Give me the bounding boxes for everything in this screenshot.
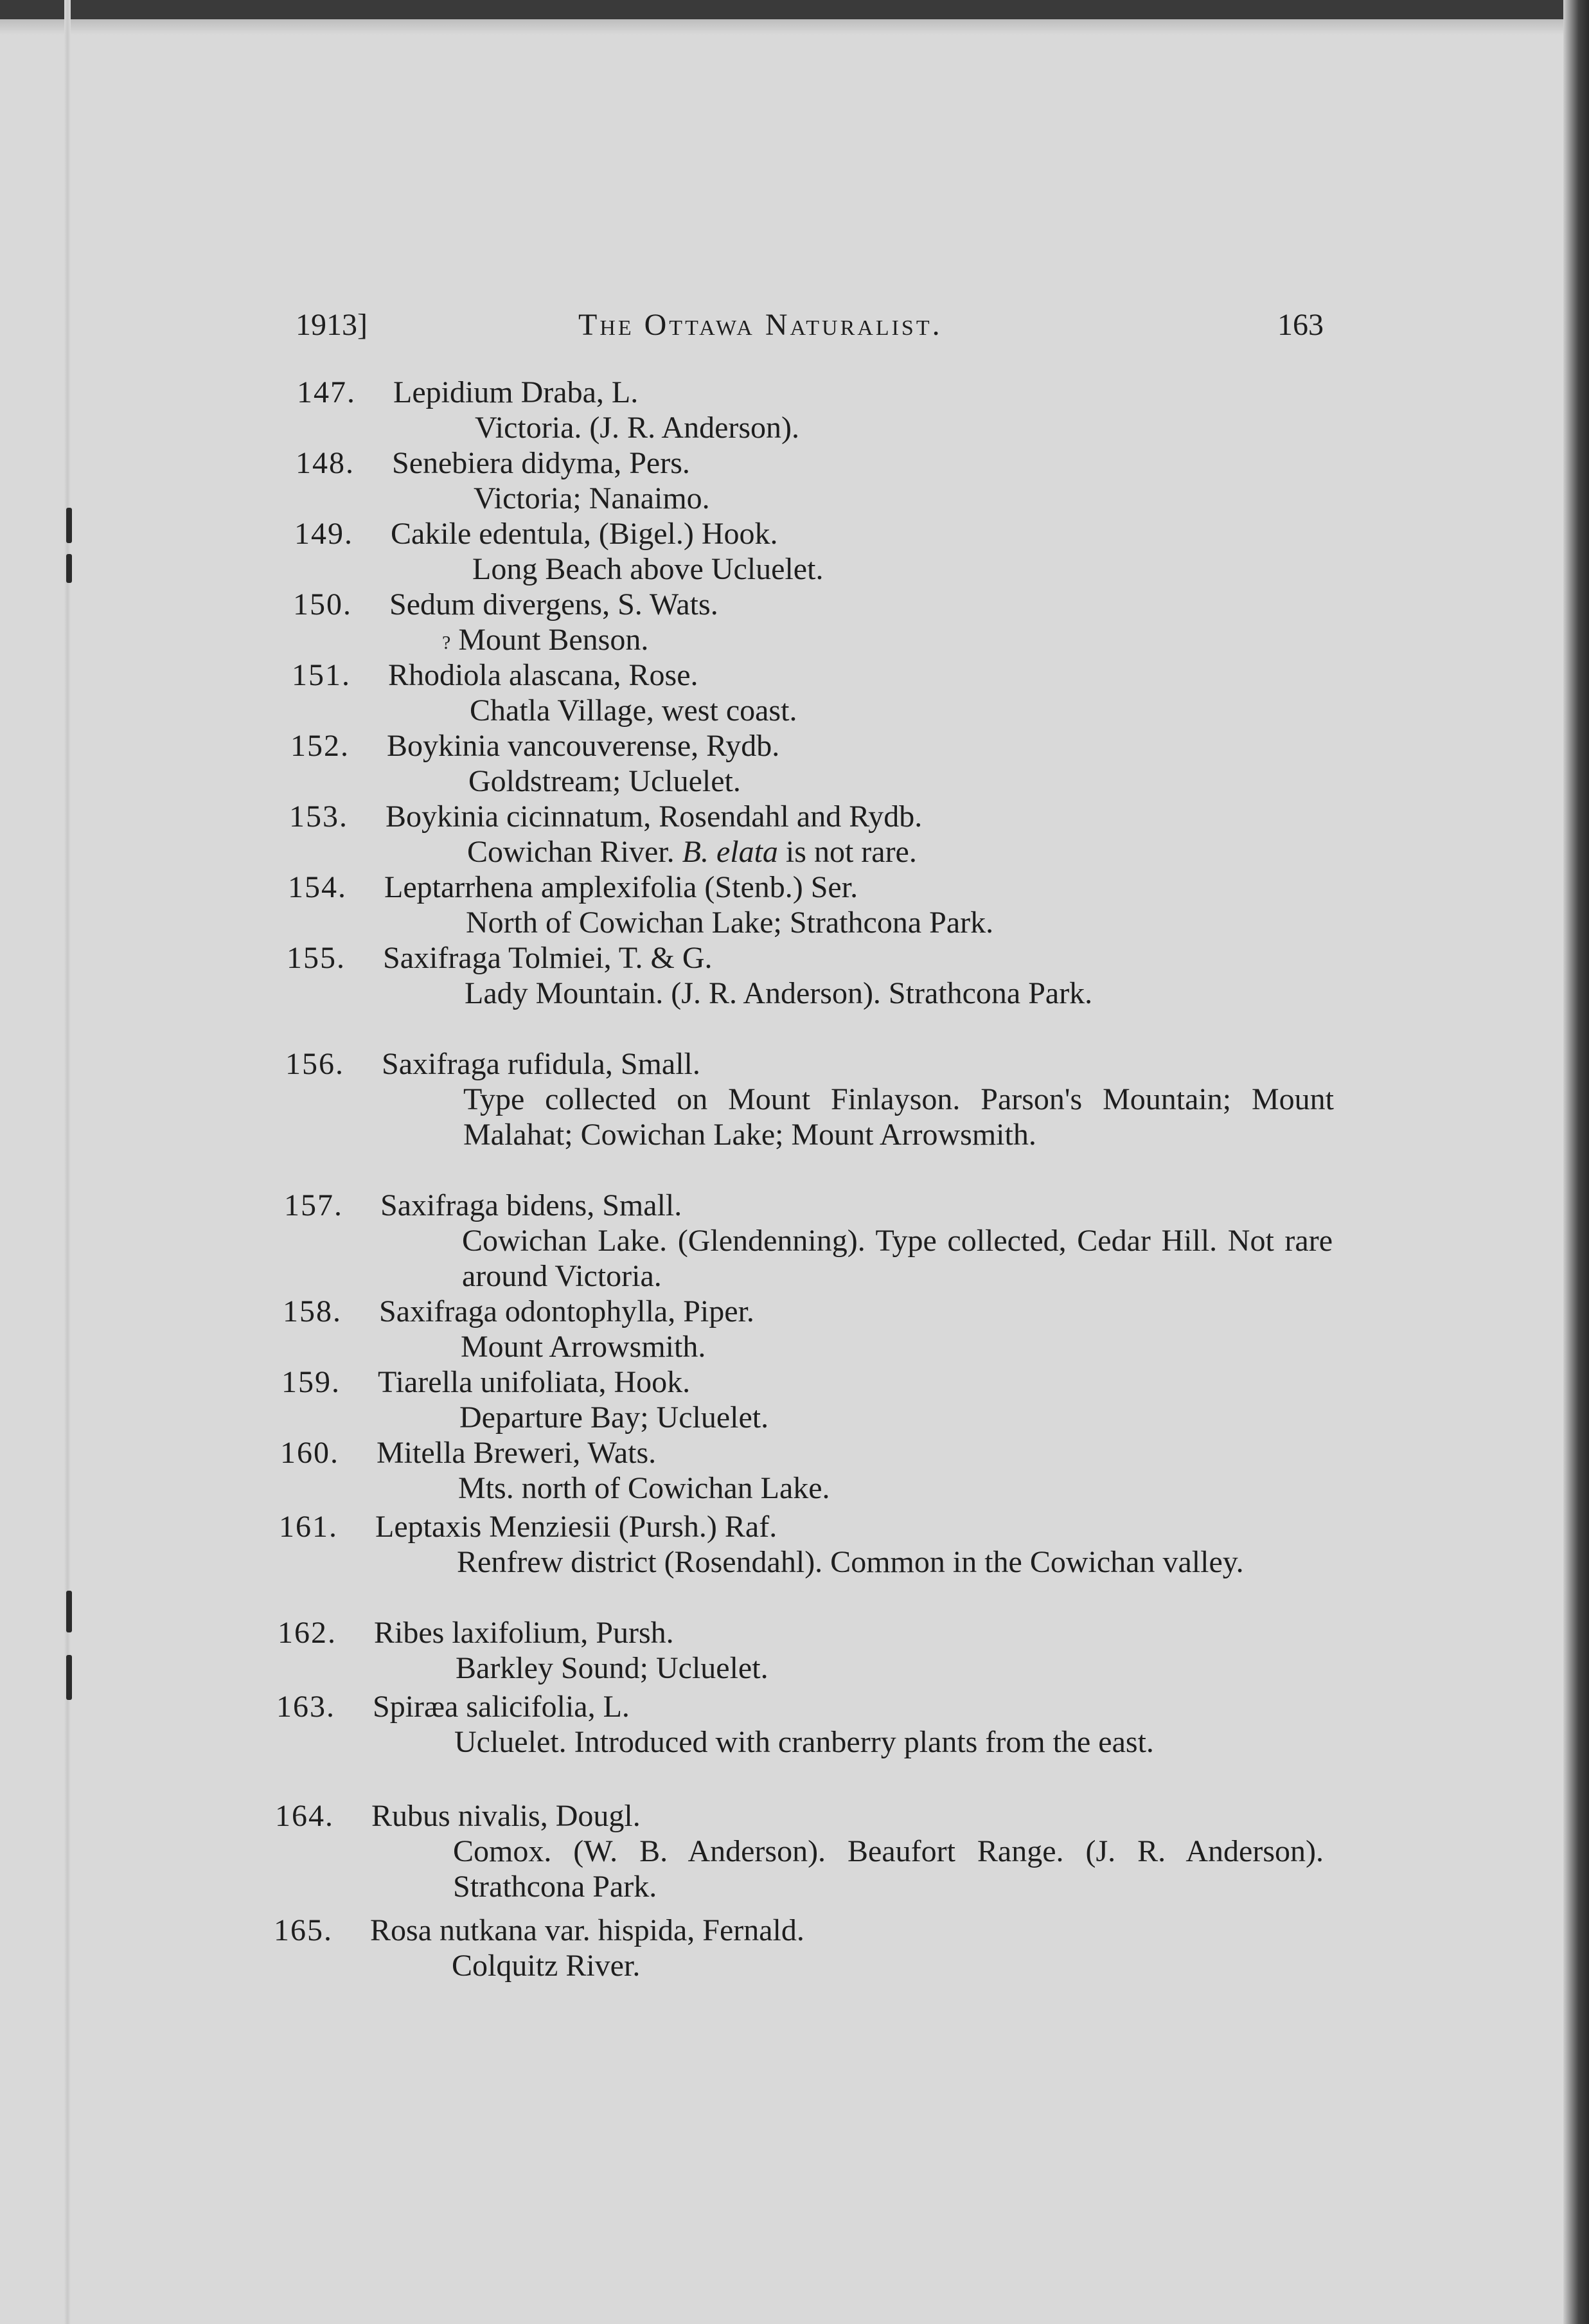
entry-locality: Victoria. (J. R. Anderson). [475, 411, 800, 445]
entry-species-name: Leptarrhena amplexifolia (Stenb.) Ser. [384, 870, 858, 904]
entry-locality: Victoria; Nanaimo. [474, 481, 710, 515]
entry-species-name: Ribes laxifolium, Pursh. [374, 1616, 674, 1650]
query-mark: ? [442, 632, 451, 654]
entry-species-name: Rosa nutkana var. hispida, Fernald. [370, 1913, 804, 1947]
entry-species-name: Leptaxis Menziesii (Pursh.) Raf. [375, 1510, 777, 1544]
entry-locality: Goldstream; Ucluelet. [468, 764, 741, 798]
entry-species-name: Sedum divergens, S. Wats. [389, 587, 718, 621]
entry-species-name: Rhodiola alascana, Rose. [388, 658, 698, 692]
entry-number: 161. [279, 1510, 338, 1544]
entry-locality: Chatla Village, west coast. [470, 693, 797, 728]
entry-species-name: Tiarella unifoliata, Hook. [378, 1365, 691, 1399]
header-journal-title: The Ottawa Naturalist. [578, 308, 943, 342]
entry-locality-text: Cowichan River. [467, 835, 675, 869]
entry-locality: Departure Bay; Ucluelet. [459, 1400, 769, 1435]
entry-locality: Long Beach above Ucluelet. [472, 552, 824, 586]
entry-number: 157. [284, 1188, 343, 1222]
entry-species-name: Mitella Breweri, Wats. [377, 1436, 657, 1470]
entry-species-name: Boykinia cicinnatum, Rosendahl and Rydb. [386, 800, 923, 834]
entry-locality: Cowichan Lake. (Glendenning). Type collected, Cedar Hill. Not rare around Victoria. [462, 1224, 1333, 1293]
entry-number: 148. [296, 446, 355, 480]
entry-species-name: Saxifraga bidens, Small. [380, 1188, 682, 1222]
entry-species-name: Saxifraga rufidula, Small. [382, 1047, 700, 1081]
entry-number: 147. [297, 375, 356, 409]
header-page-number: 163 [1277, 308, 1324, 342]
entry-number: 149. [294, 517, 353, 551]
entry-locality: Colquitz River. [452, 1949, 641, 1983]
entry-locality-tail: is not rare. [785, 835, 917, 869]
entry-species-name: Rubus nivalis, Dougl. [371, 1799, 641, 1833]
entry-number: 152. [290, 729, 350, 763]
entry-locality: Type collected on Mount Finlayson. Parson's Mountain; Mount Malahat; Cowichan Lake; Mount Arrowsmith. [463, 1082, 1334, 1152]
entry-locality [467, 834, 917, 870]
entry-number: 154. [288, 870, 347, 904]
entry-species-name: Saxifraga odontophylla, Piper. [379, 1294, 754, 1328]
entry-locality: Comox. (W. B. Anderson). Beaufort Range. (J. R. Anderson). Strathcona Park. [453, 1834, 1324, 1904]
entry-locality: Ucluelet. Introduced with cranberry plants from the east. [454, 1725, 1154, 1759]
entry-species-name: Senebiera didyma, Pers. [392, 446, 690, 480]
entry-locality [442, 622, 648, 660]
entry-locality: Lady Mountain. (J. R. Anderson). Strathcona Park. [465, 976, 1093, 1010]
entry-number: 164. [275, 1799, 334, 1833]
entry-italic-species: B. elata [682, 835, 778, 869]
entry-species-name: Saxifraga Tolmiei, T. & G. [383, 941, 713, 975]
entry-locality: Barkley Sound; Ucluelet. [456, 1651, 768, 1685]
entry-number: 156. [285, 1047, 344, 1081]
header-year: 1913] [296, 308, 368, 342]
entry-species-name: Boykinia vancouverense, Rydb. [387, 729, 780, 763]
entry-locality: North of Cowichan Lake; Strathcona Park. [466, 906, 994, 940]
entry-number: 165. [274, 1913, 333, 1947]
entry-locality: Mount Arrowsmith. [461, 1330, 706, 1364]
entry-species-name: Lepidium Draba, L. [393, 375, 639, 409]
entry-locality: Renfrew district (Rosendahl). Common in the Cowichan valley. [457, 1545, 1244, 1579]
entry-number: 153. [289, 800, 348, 834]
entry-locality: Mts. north of Cowichan Lake. [458, 1471, 830, 1505]
entry-locality-text: Mount Benson. [458, 623, 649, 657]
entry-number: 151. [292, 658, 351, 692]
entry-number: 159. [281, 1365, 341, 1399]
entry-species-name: Cakile edentula, (Bigel.) Hook. [391, 517, 778, 551]
entry-number: 158. [283, 1294, 342, 1328]
entry-number: 163. [276, 1690, 335, 1724]
entry-number: 155. [287, 941, 346, 975]
entry-number: 160. [280, 1436, 339, 1470]
entry-number: 162. [278, 1616, 337, 1650]
entry-number: 150. [293, 587, 352, 621]
entry-species-name: Spiræa salicifolia, L. [373, 1690, 630, 1724]
running-header [296, 307, 1324, 352]
